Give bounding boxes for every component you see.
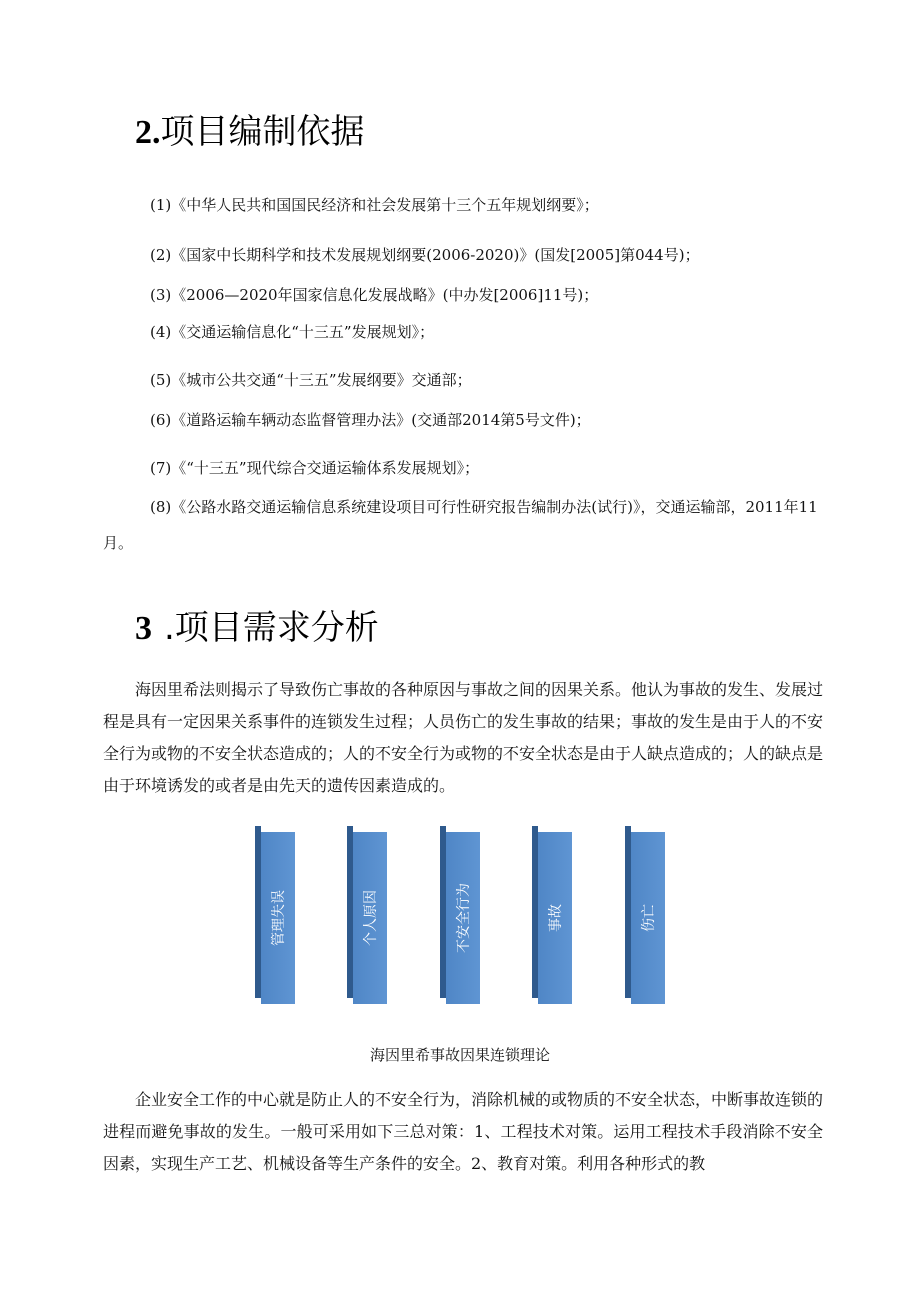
section-3-heading [135,600,379,649]
section-2-number: 2. [135,114,161,151]
box-label-wrap [261,832,295,1004]
reference-8 [103,489,823,561]
domino-box-unsafe-act [440,826,480,1004]
section-2-heading [135,104,365,153]
box-label: 管理失误 [271,890,287,946]
reference-8-text: (8)《公路水路交通运输信息系统建设项目可行性研究报告编制办法(试行)》，交通运输部，2011年11月。 [103,498,818,552]
box-label: 不安全行为 [456,883,472,953]
section-3-number: 3 [135,610,152,647]
domino-box-personal-cause [347,826,387,1004]
section-3-title: .项目需求分析 [164,608,379,648]
section-2-title: 项目编制依据 [160,112,365,152]
reference-3: (3)《2006—2020年国家信息化发展战略》(中办发[2006]11号)； [150,286,599,304]
domino-box-injury [625,826,665,1004]
reference-2: (2)《国家中长期科学和技术发展规划纲要(2006-2020)》(国发[2005]第044号)； [150,246,700,264]
heinrich-domino-diagram [255,826,675,1010]
box-label-wrap [446,832,480,1004]
paragraph-safety-measures: 企业安全工作的中心就是防止人的不安全行为，消除机械的或物质的不安全状态，中断事故连锁的进程而避免事故的发生。一般可采用如下三总对策：1、工程技术对策。运用工程技术手段消除不安全因素，实现生产工艺、机械设备等生产条件的安全。2、教育对策。利用各种形式的教 [103,1090,824,1173]
reference-5: (5)《城市公共交通“十三五”发展纲要》交通部； [150,371,472,389]
reference-7: (7)《“十三五”现代综合交通运输体系发展规划》； [150,459,480,477]
domino-box-management-error [255,826,295,1004]
box-label-wrap [538,832,572,1004]
box-label: 事故 [548,904,564,932]
diagram-caption: 海因里希事故因果连锁理论 [369,1046,550,1064]
box-label: 个人原因 [363,890,379,946]
domino-box-accident [532,826,572,1004]
box-label-wrap [353,832,387,1004]
box-label-wrap [631,832,665,1004]
reference-1: (1)《中华人民共和国国民经济和社会发展第十三个五年规划纲要》； [150,196,599,214]
reference-6: (6)《道路运输车辆动态监督管理办法》(交通部2014第5号文件)； [150,411,591,429]
paragraph-heinrich-law: 海因里希法则揭示了导致伤亡事故的各种原因与事故之间的因果关系。他认为事故的发生、发展过程是具有一定因果关系事件的连锁发生过程；人员伤亡的发生事故的结果；事故的发生是由于人的不安全行为或物的不安全状态造成的；人的不安全行为或物的不安全状态是由于人缺点造成的；人的缺点是由于环境诱发的或者是由先天的遗传因素造成的。 [103,680,824,795]
reference-4: (4)《交通运输信息化“十三五”发展规划》； [150,323,435,341]
box-label: 伤亡 [641,904,657,932]
